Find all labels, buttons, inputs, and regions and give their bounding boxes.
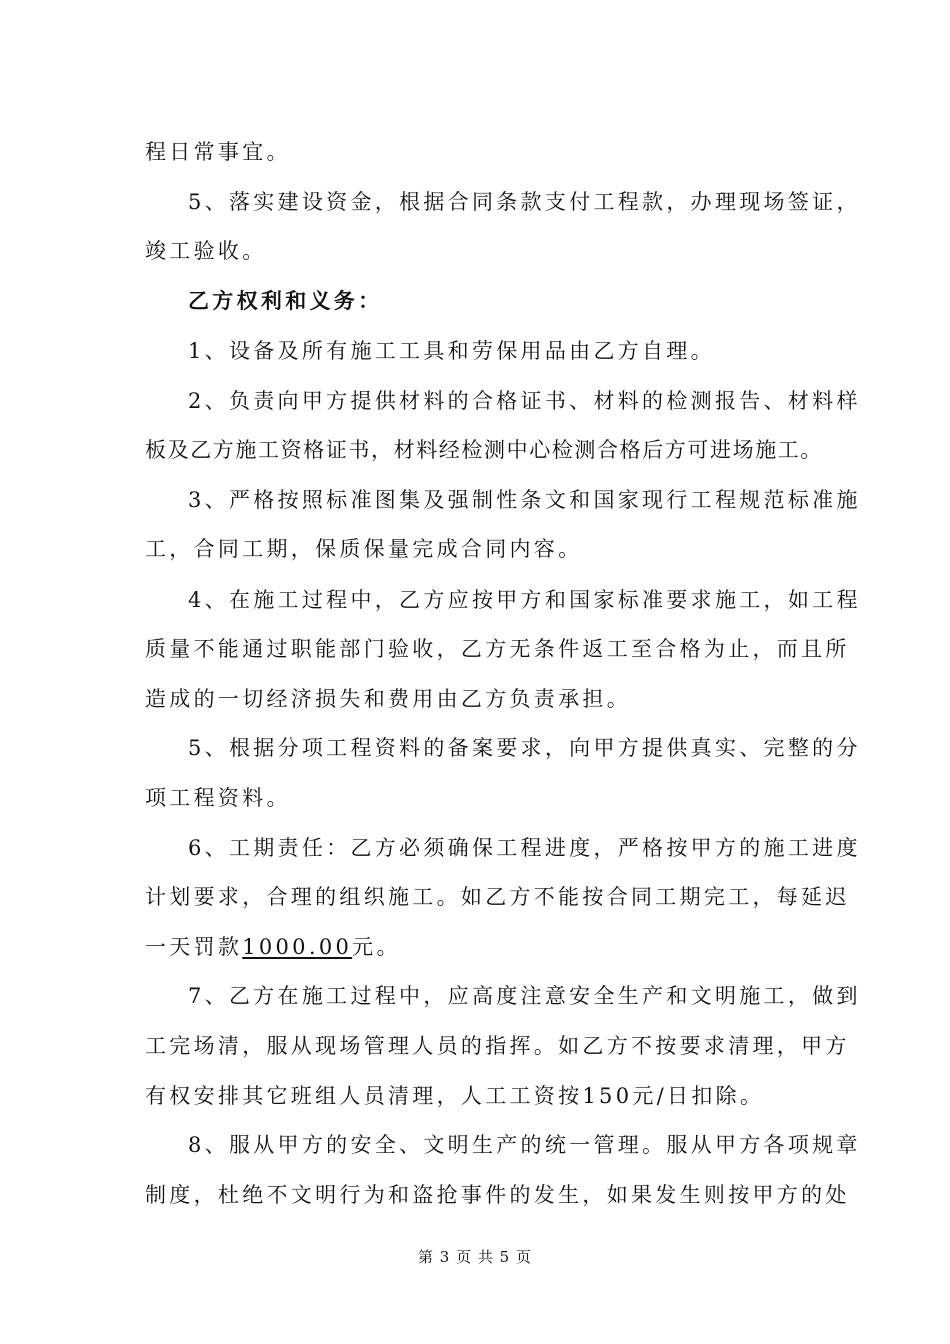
penalty-suffix: 元。 <box>352 935 401 959</box>
page-footer <box>0 1246 950 1267</box>
page-number: 第 3 页 共 5 页 <box>418 1248 532 1266</box>
document-page: 程日常事宜。 5、落实建设资金，根据合同条款支付工程款，办理现场签证， 竣工验收。 乙方权利和义务： 1、设备及所有施工工具和劳保用品由乙方自理。 2、负责向甲方提供材料的合格证书、材料的检测报告、材料样 板及乙方施工资格证书，材料经检测中心检测合格后方可进场施工。 3、严格按照标准图集及强制性条文和国家现行工程规范标准施 工，合同工期，保质保量完成合同内容。 4、在施工过程中，乙方应按甲方和国家标准要求施工，如工程 质量不能通过职能部门验收，乙方无条件返工至合格为止，而且所 造成的一切经济损失和费用由乙方负责承担。 5、根据分项工程资料的备案要求，向甲方提供真实、完整的分 项工程资料。 6、工期责任：乙方必须确保工程进度，严格按甲方的施工进度 计划要求，合理的组织施工。如乙方不能按合同工期完工，每延迟 一天罚款1000.00元。 7、乙方在施工过程中，应高度注意安全生产和文明施工，做到 工完场清，服从现场管理人员的指挥。如乙方不按要求清理，甲方 有权安排其它班组人员清理，人工工资按150元/日扣除。 8、服从甲方的安全、文明生产的统一管理。服从甲方各项规章 制度，杜绝不文明行为和盗抢事件的发生，如果发生则按甲方的处 第 3 页 共 5 页 <box>0 0 950 1344</box>
penalty-prefix: 一天罚款 <box>145 935 243 959</box>
penalty-amount: 1000.00 <box>242 935 353 959</box>
